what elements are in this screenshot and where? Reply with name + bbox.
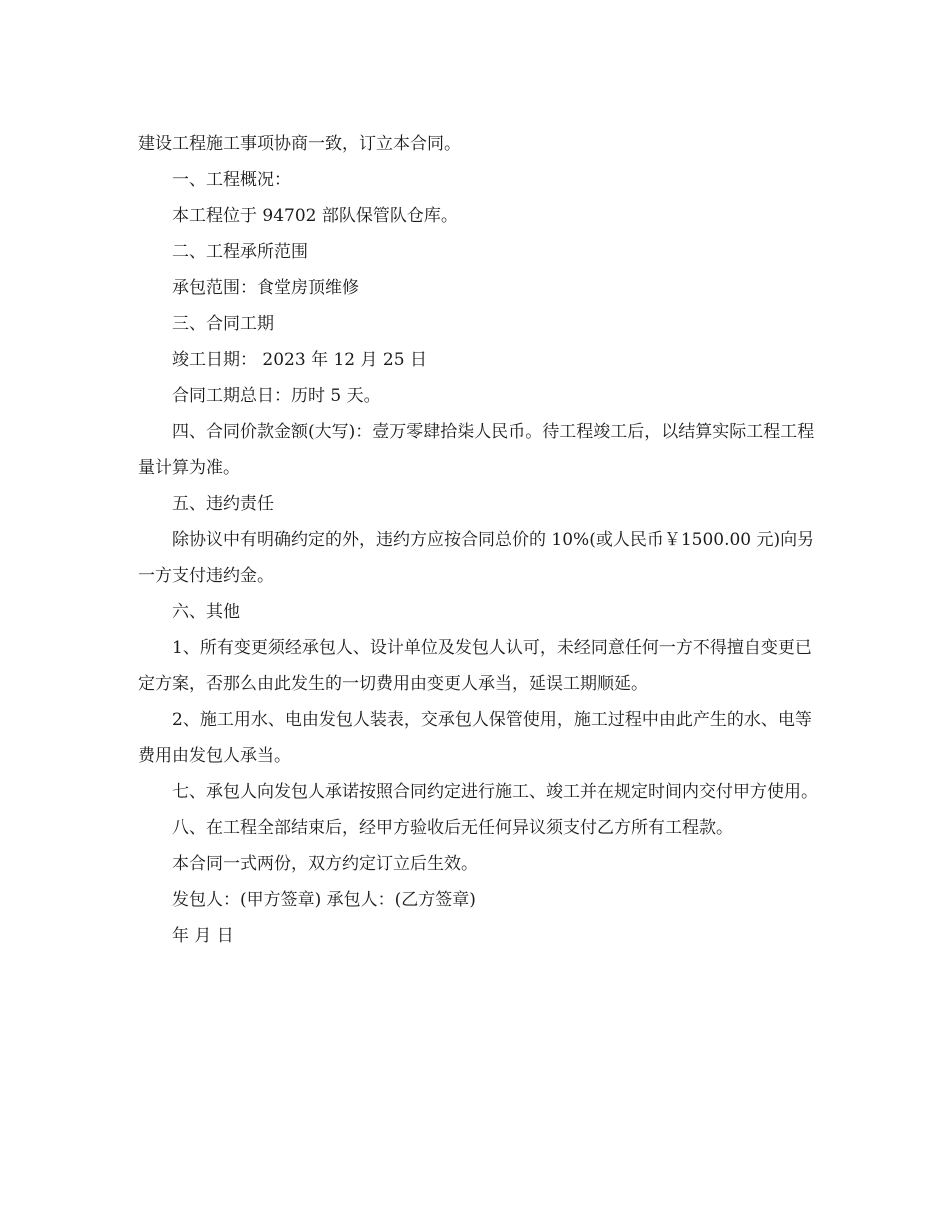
paragraph-project-location: 本工程位于 94702 部队保管队仓库。	[172, 206, 458, 226]
paragraph-other-item-1: 1、所有变更须经承包人、设计单位及发包人认可，未经同意任何一方不得擅自变更已定方案，否那么由此发生的一切费用由变更人承当，延误工期顺延。	[138, 638, 812, 694]
paragraph-preamble: 建设工程施工事项协商一致，订立本合同。	[138, 134, 461, 154]
paragraph-contractor-commitment: 七、承包人向发包人承诺按照合同约定进行施工、竣工并在规定时间内交付甲方使用。	[172, 782, 818, 802]
paragraph-breach-penalty: 除协议中有明确约定的外，违约方应按合同总价的 10%(或人民币￥1500.00 元)向另一方支付违约金。	[138, 530, 815, 586]
heading-other: 六、其他	[172, 602, 240, 622]
date-line: 年 月 日	[172, 926, 234, 946]
contract-body	[138, 126, 818, 954]
paragraph-contract-scope: 承包范围：食堂房顶维修	[172, 278, 359, 298]
paragraph-total-duration: 合同工期总日：历时 5 天。	[172, 386, 381, 406]
paragraph-completion-date: 竣工日期： 2023 年 12 月 25 日	[172, 350, 427, 370]
heading-breach-liability: 五、违约责任	[172, 494, 274, 514]
paragraph-copies-effective: 本合同一式两份，双方约定订立后生效。	[172, 854, 478, 874]
signature-line: 发包人：(甲方签章) 承包人：(乙方签章)	[172, 890, 476, 910]
paragraph-other-item-2: 2、施工用水、电由发包人装表，交承包人保管使用，施工过程中由此产生的水、电等费用由发包人承当。	[138, 710, 812, 766]
heading-contract-period: 三、合同工期	[172, 314, 274, 334]
paragraph-payment-terms: 八、在工程全部结束后，经甲方验收后无任何异议须支付乙方所有工程款。	[172, 818, 733, 838]
heading-project-overview: 一、工程概况：	[172, 170, 291, 190]
heading-contract-scope: 二、工程承所范围	[172, 242, 308, 262]
paragraph-contract-price: 四、合同价款金额(大写)：壹万零肆拾柒人民币。待工程竣工后，以结算实际工程工程量计算为准。	[138, 422, 815, 478]
